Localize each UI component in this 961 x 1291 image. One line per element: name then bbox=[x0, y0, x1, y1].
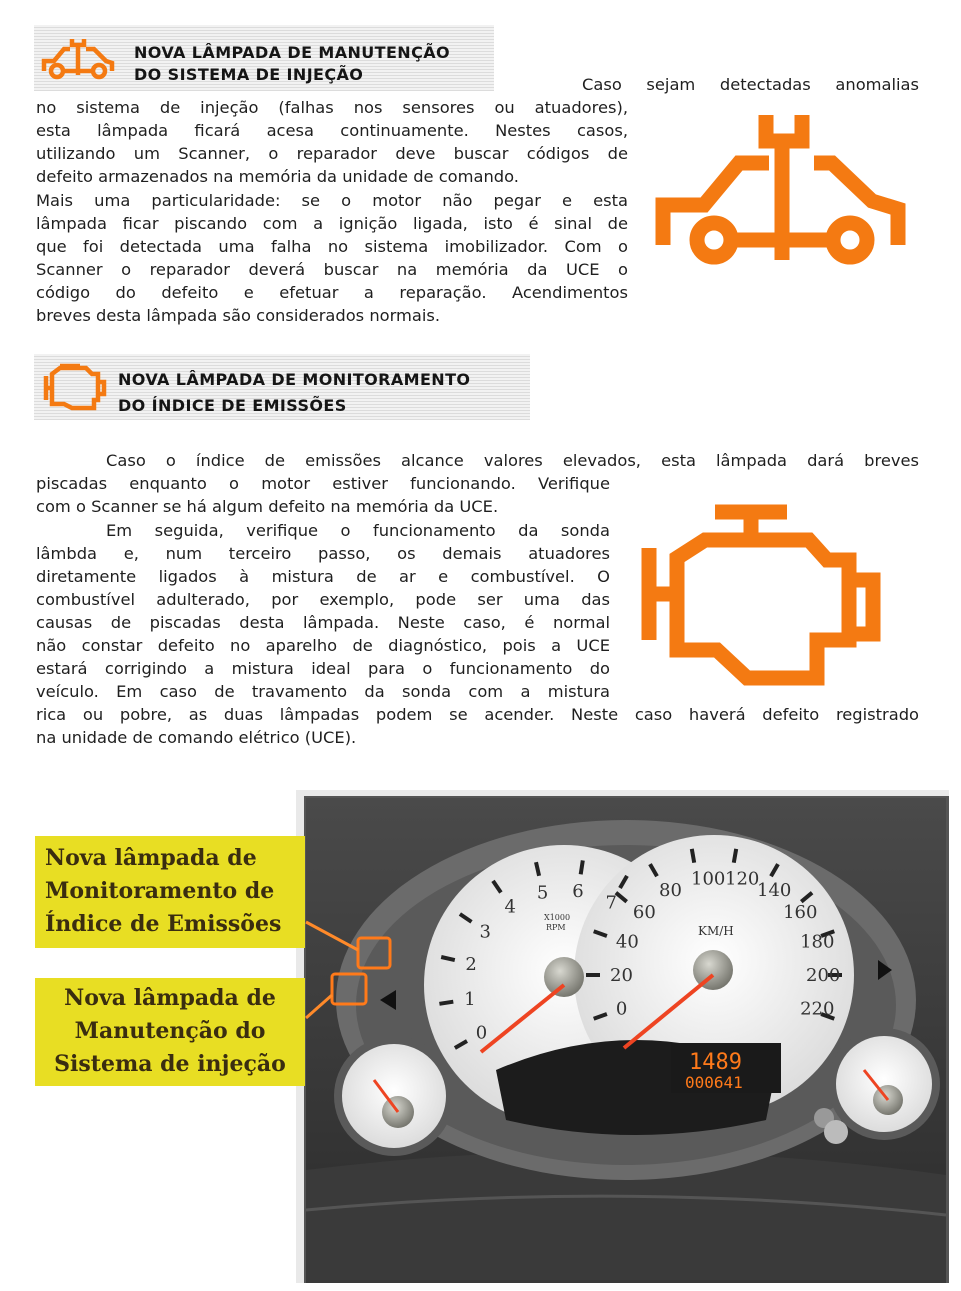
section2-header-title-line2: DO ÍNDICE DE EMISSÕES bbox=[118, 396, 347, 415]
engine-maintenance-icon bbox=[40, 35, 116, 83]
speed-label-5: 100 bbox=[691, 868, 726, 890]
section1-line-11: breves desta lâmpada são considerados normais. bbox=[36, 306, 441, 325]
rpm-tick-1 bbox=[439, 1002, 453, 1004]
section2-line-2: piscadas enquanto o motor estiver funcionando. Verifique bbox=[36, 474, 610, 493]
rpm-unit-line2: RPM bbox=[546, 923, 566, 932]
speed-label-11: 220 bbox=[800, 998, 835, 1020]
section1-line-6: Mais uma particularidade: se o motor não pegar e esta bbox=[36, 191, 628, 210]
section2-line-11: veículo. Em caso de travamento da sonda com a mistura bbox=[36, 682, 610, 701]
speed-label-2: 40 bbox=[615, 931, 639, 953]
section1-line-1: Caso sejam detectadas anomalias bbox=[582, 75, 919, 94]
section2-line-6: diretamente ligados à mistura de ar e combustível. O bbox=[36, 567, 610, 586]
callout-injection-line2: Manutenção do bbox=[74, 1018, 266, 1044]
rpm-label-4: 4 bbox=[504, 896, 516, 918]
callout-injection-line3: Sistema de injeção bbox=[54, 1051, 286, 1077]
rpm-label-6: 6 bbox=[572, 881, 584, 903]
section2-header-title-line1: NOVA LÂMPADA DE MONITORAMENTO bbox=[118, 370, 471, 389]
section2-line-13: na unidade de comando elétrico (UCE). bbox=[36, 728, 357, 747]
section1-header-title-line1: NOVA LÂMPADA DE MANUTENÇÃO bbox=[134, 43, 451, 62]
section2-line-5: lâmbda e, num terceiro passo, os demais atuadores bbox=[36, 544, 610, 563]
callout-injection-line1: Nova lâmpada de bbox=[64, 985, 276, 1011]
speed-label-10: 200 bbox=[806, 965, 841, 986]
section1-line-3: esta lâmpada ficará acesa continuamente. Nestes casos, bbox=[36, 121, 628, 140]
odometer-display: 000641 bbox=[685, 1073, 743, 1092]
rpm-label-7: 7 bbox=[605, 892, 617, 914]
section2-line-12: rica ou pobre, as duas lâmpadas podem se acender. Neste caso haverá defeito registrado bbox=[36, 705, 919, 724]
check-engine-icon bbox=[40, 362, 110, 412]
section1-header bbox=[34, 25, 494, 91]
callout-emissions-line2: Monitoramento de bbox=[45, 878, 275, 904]
section2-line-8: causas de piscadas desta lâmpada. Neste caso, é normal bbox=[36, 613, 610, 632]
instrument-cluster-image bbox=[296, 790, 949, 1283]
rpm-label-2: 2 bbox=[465, 953, 477, 975]
section1-header-title-line2: DO SISTEMA DE INJEÇÃO bbox=[134, 65, 364, 84]
section1-line-9: Scanner o reparador deverá buscar na memória da UCE o bbox=[36, 260, 628, 279]
section1-line-5: defeito armazenados na memória da unidade de comando. bbox=[36, 167, 519, 186]
section1-line-4: utilizando um Scanner, o reparador deve buscar códigos de bbox=[36, 144, 628, 163]
rpm-label-3: 3 bbox=[479, 921, 491, 943]
rpm-unit-line1: X1000 bbox=[544, 913, 571, 922]
section2-header bbox=[34, 354, 530, 420]
check-engine-icon-large bbox=[637, 500, 887, 690]
speed-tick-5 bbox=[692, 849, 694, 863]
instrument-cluster-photo bbox=[296, 790, 949, 1283]
speed-unit-label: KM/H bbox=[698, 924, 734, 938]
section1-line-8: que foi detectada uma falha no sistema imobilizador. Com o bbox=[36, 237, 628, 256]
section2-line-4: Em seguida, verifique o funcionamento da sonda bbox=[106, 521, 610, 540]
engine-maintenance-icon-large bbox=[654, 105, 914, 275]
speed-label-3: 60 bbox=[632, 902, 656, 923]
section1-line-7: lâmpada ficar piscando com a ignição ligada, isto é sinal de bbox=[36, 214, 628, 233]
speed-label-4: 80 bbox=[659, 880, 682, 902]
section2-line-9: não constar defeito no aparelho de diagnóstico, pois a UCE bbox=[36, 636, 610, 655]
speed-label-1: 20 bbox=[610, 965, 633, 986]
section1-line-10: código do defeito e efetuar a reparação. Acendimentos bbox=[36, 283, 628, 302]
section2-line-7: combustível adulterado, por exemplo, pode ser uma das bbox=[36, 590, 610, 609]
rpm-label-5: 5 bbox=[536, 882, 549, 904]
speed-tick-6 bbox=[734, 849, 736, 863]
section2-line-3: com o Scanner se há algum defeito na memória da UCE. bbox=[36, 497, 499, 516]
trip-display: 1489 bbox=[689, 1050, 742, 1075]
rpm-tick-6 bbox=[581, 860, 583, 874]
rpm-label-0: 0 bbox=[475, 1022, 488, 1044]
speed-label-7: 140 bbox=[757, 880, 792, 902]
section1-line-2: no sistema de injeção (falhas nos sensores ou atuadores), bbox=[36, 98, 628, 117]
callout-emissions-line3: Índice de Emissões bbox=[45, 911, 282, 937]
callout-emissions-lamp bbox=[35, 836, 305, 948]
section2-line-1: Caso o índice de emissões alcance valores elevados, esta lâmpada dará breves bbox=[106, 451, 919, 470]
section2-line-10: estará corrigindo a mistura ideal para o funcionamento do bbox=[36, 659, 610, 678]
speed-label-6: 120 bbox=[725, 868, 760, 890]
speed-label-0: 0 bbox=[615, 998, 628, 1020]
speed-label-8: 160 bbox=[783, 902, 818, 923]
callout-emissions-line1: Nova lâmpada de bbox=[45, 845, 257, 871]
speed-label-9: 180 bbox=[800, 931, 835, 953]
rpm-label-1: 1 bbox=[464, 989, 476, 1011]
callout-injection-lamp bbox=[35, 978, 305, 1086]
